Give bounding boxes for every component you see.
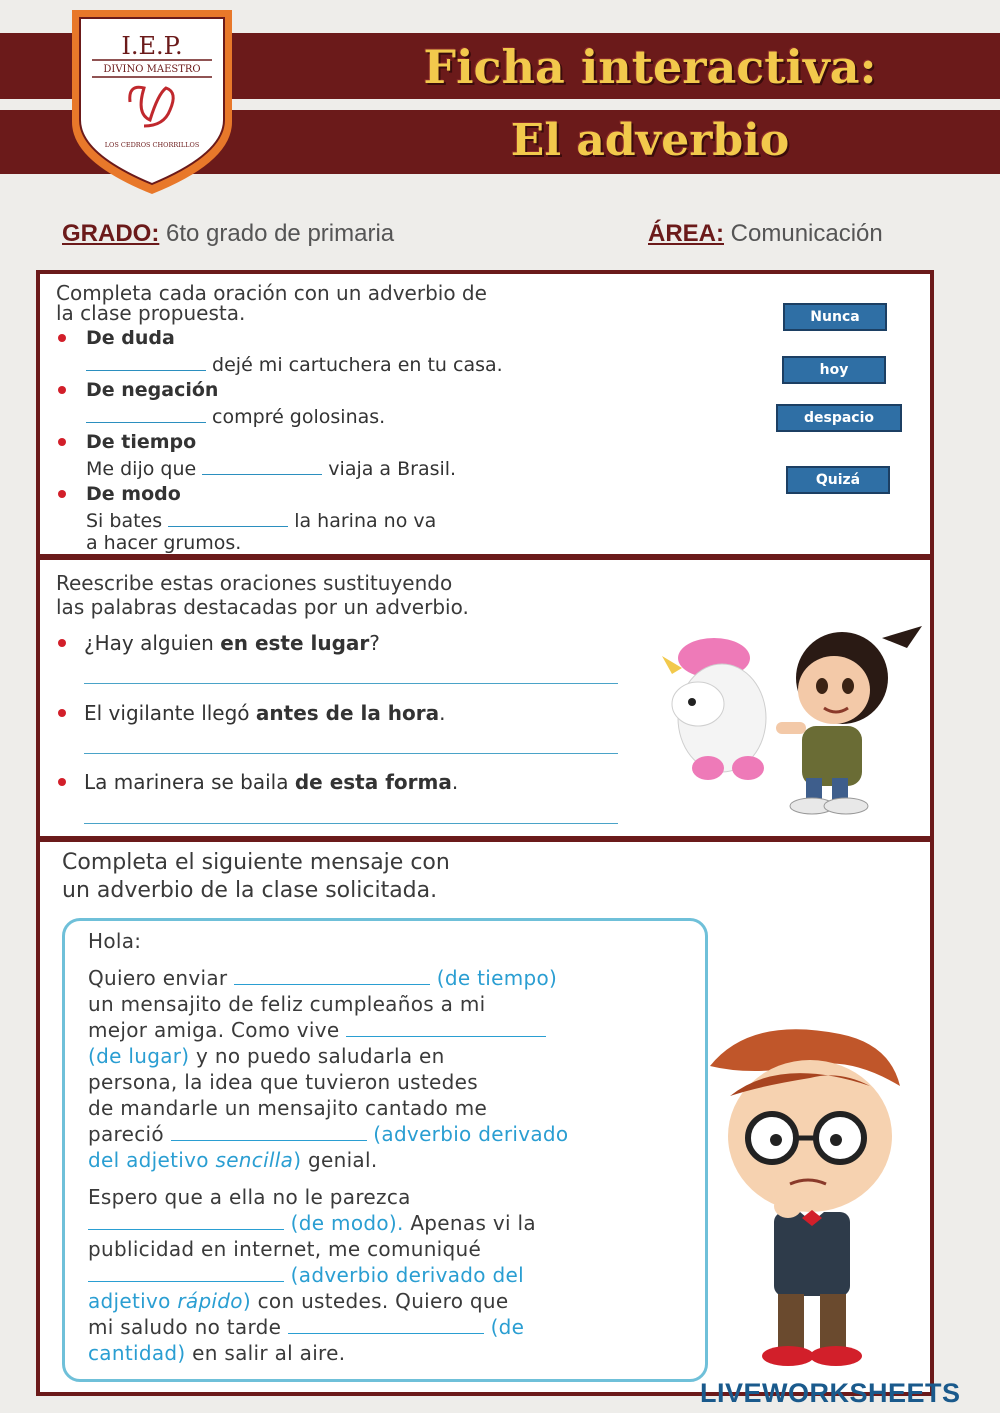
hint-modo: (de modo).: [290, 1211, 404, 1235]
msg-line-15: [88, 1341, 345, 1365]
category-tiempo: De tiempo: [86, 431, 197, 453]
option-despacio[interactable]: despacio: [776, 404, 902, 432]
msg-line-8: [88, 1148, 378, 1172]
section-2-instruction-2: las palabras destacadas por un adverbio.: [56, 595, 469, 619]
blank-negacion[interactable]: [86, 405, 206, 423]
blank-duda[interactable]: [86, 353, 206, 371]
blank-msg-rapido[interactable]: [88, 1264, 284, 1282]
hint-sencilla-cont: del adjetivo: [88, 1148, 209, 1172]
page-title: Ficha interactiva:: [423, 40, 877, 94]
sentence-modo-after: la harina no va: [294, 510, 437, 532]
answer-line-1[interactable]: [84, 683, 618, 684]
rewrite-2-before: El vigilante llegó: [84, 701, 250, 725]
rewrite-1-before: ¿Hay alguien: [84, 631, 214, 655]
hint-sencilla-word: sencilla: [215, 1148, 294, 1172]
blank-modo[interactable]: [168, 509, 288, 527]
section-3-instruction-1: Completa el siguiente mensaje con: [62, 850, 450, 875]
rewrite-3-after: .: [451, 770, 459, 794]
sentence-duda: [86, 353, 503, 376]
msg-line-6: de mandarle un mensajito cantado me: [88, 1096, 488, 1120]
hint-tiempo: (de tiempo): [436, 966, 558, 990]
msg-line-4: [88, 1044, 445, 1068]
section-3-instruction-2: un adverbio de la clase solicitada.: [62, 878, 438, 903]
msg-text: mejor amiga. Como vive: [88, 1018, 340, 1042]
sentence-modo-line-2: a hacer grumos.: [86, 532, 242, 554]
hint-lugar: (de lugar): [88, 1044, 190, 1068]
rewrite-3-before: La marinera se baila: [84, 770, 289, 794]
rewrite-3-highlight: de esta forma: [294, 770, 452, 794]
msg-line-12: [88, 1263, 524, 1287]
bullet: [58, 778, 66, 786]
grade-value: 6to grado de primaria: [166, 220, 395, 247]
answer-line-2[interactable]: [84, 753, 618, 754]
msg-line-13: [88, 1289, 508, 1313]
msg-text: pareció: [88, 1122, 164, 1146]
msg-line-10: [88, 1211, 536, 1235]
msg-text: mi saludo no tarde: [88, 1315, 282, 1339]
msg-text: con ustedes. Quiero que: [257, 1289, 509, 1313]
section-2-instruction-1: Reescribe estas oraciones sustituyendo: [56, 571, 453, 595]
blank-msg-tiempo[interactable]: [234, 967, 430, 985]
answer-line-3[interactable]: [84, 823, 618, 824]
grade-info: [62, 220, 394, 248]
msg-line-11: publicidad en internet, me comuniqué: [88, 1237, 482, 1261]
msg-text: Apenas vi la: [410, 1211, 536, 1235]
bullet: [58, 709, 66, 717]
msg-line-5: persona, la idea que tuvieron ustedes: [88, 1070, 478, 1094]
rewrite-sentence-2: [84, 701, 446, 725]
rewrite-1-highlight: en este lugar: [220, 631, 370, 655]
bullet: [58, 438, 66, 446]
option-nunca[interactable]: Nunca: [783, 303, 887, 331]
msg-text: genial.: [308, 1148, 378, 1172]
rewrite-1-after: ?: [369, 631, 380, 655]
bullet: [58, 490, 66, 498]
sentence-duda-after: dejé mi cartuchera en tu casa.: [212, 354, 503, 376]
category-modo: De modo: [86, 483, 181, 505]
msg-text: y no puedo saludarla en: [196, 1044, 445, 1068]
msg-line-14: [88, 1315, 524, 1339]
hint-rapido: (adverbio derivado del: [290, 1263, 524, 1287]
sentence-negacion-after: compré golosinas.: [212, 406, 386, 428]
school-location: LOS CEDROS CHORRILLOS: [104, 141, 200, 149]
rewrite-sentence-1: [84, 631, 380, 655]
grade-label: GRADO:: [62, 220, 160, 247]
greeting: Hola:: [88, 929, 142, 953]
school-subtitle: DIVINO MAESTRO: [103, 64, 201, 75]
hint-paren: ): [293, 1148, 302, 1172]
msg-line-3: [88, 1018, 546, 1042]
blank-tiempo[interactable]: [202, 457, 322, 475]
rewrite-2-highlight: antes de la hora: [255, 701, 440, 725]
page-subtitle: El adverbio: [510, 115, 790, 166]
blank-msg-cantidad[interactable]: [288, 1316, 484, 1334]
option-quiza[interactable]: Quizá: [786, 466, 890, 494]
sentence-tiempo: [86, 457, 456, 480]
area-value: Comunicación: [730, 220, 883, 247]
blank-msg-sencilla[interactable]: [171, 1123, 367, 1141]
thinking-boy-illustration: [690, 1026, 930, 1376]
sentence-tiempo-after: viaja a Brasil.: [328, 458, 457, 480]
area-label: ÁREA:: [648, 220, 724, 247]
sentence-tiempo-before: Me dijo que: [86, 458, 197, 480]
msg-line-9: Espero que a ella no le parezca: [88, 1185, 411, 1209]
sentence-modo-before: Si bates: [86, 510, 163, 532]
hint-paren: ): [242, 1289, 251, 1313]
category-duda: De duda: [86, 327, 175, 349]
section-1-instruction-2: la clase propuesta.: [56, 301, 246, 325]
area-info: [648, 220, 883, 248]
hint-sencilla: (adverbio derivado: [373, 1122, 569, 1146]
msg-line-7: [88, 1122, 568, 1146]
msg-text: en salir al aire.: [192, 1341, 346, 1365]
school-shield-logo: [66, 2, 238, 198]
blank-msg-modo[interactable]: [88, 1212, 284, 1230]
hint-rapido-cont: adjetivo: [88, 1289, 171, 1313]
option-hoy[interactable]: hoy: [782, 356, 886, 384]
hint-cantidad: (de: [490, 1315, 525, 1339]
msg-text: Quiero enviar: [88, 966, 228, 990]
girl-with-unicorn-illustration: [652, 618, 932, 818]
msg-line-1: [88, 966, 557, 990]
category-negacion: De negación: [86, 379, 219, 401]
section-1-instruction-1: Completa cada oración con un adverbio de: [56, 281, 487, 305]
rewrite-2-after: .: [439, 701, 446, 725]
msg-line-2: un mensajito de feliz cumpleaños a mi: [88, 992, 486, 1016]
sentence-modo: [86, 509, 436, 532]
bullet: [58, 334, 66, 342]
hint-rapido-word: rápido: [177, 1289, 243, 1313]
bullet: [58, 386, 66, 394]
bullet: [58, 639, 66, 647]
blank-msg-lugar[interactable]: [346, 1019, 546, 1037]
liveworksheets-logo: LIVEWORKSHEETS: [700, 1378, 961, 1408]
rewrite-sentence-3: [84, 770, 458, 794]
school-name: I.E.P.: [121, 32, 183, 60]
sentence-negacion: [86, 405, 385, 428]
hint-cantidad-cont: cantidad): [88, 1341, 186, 1365]
